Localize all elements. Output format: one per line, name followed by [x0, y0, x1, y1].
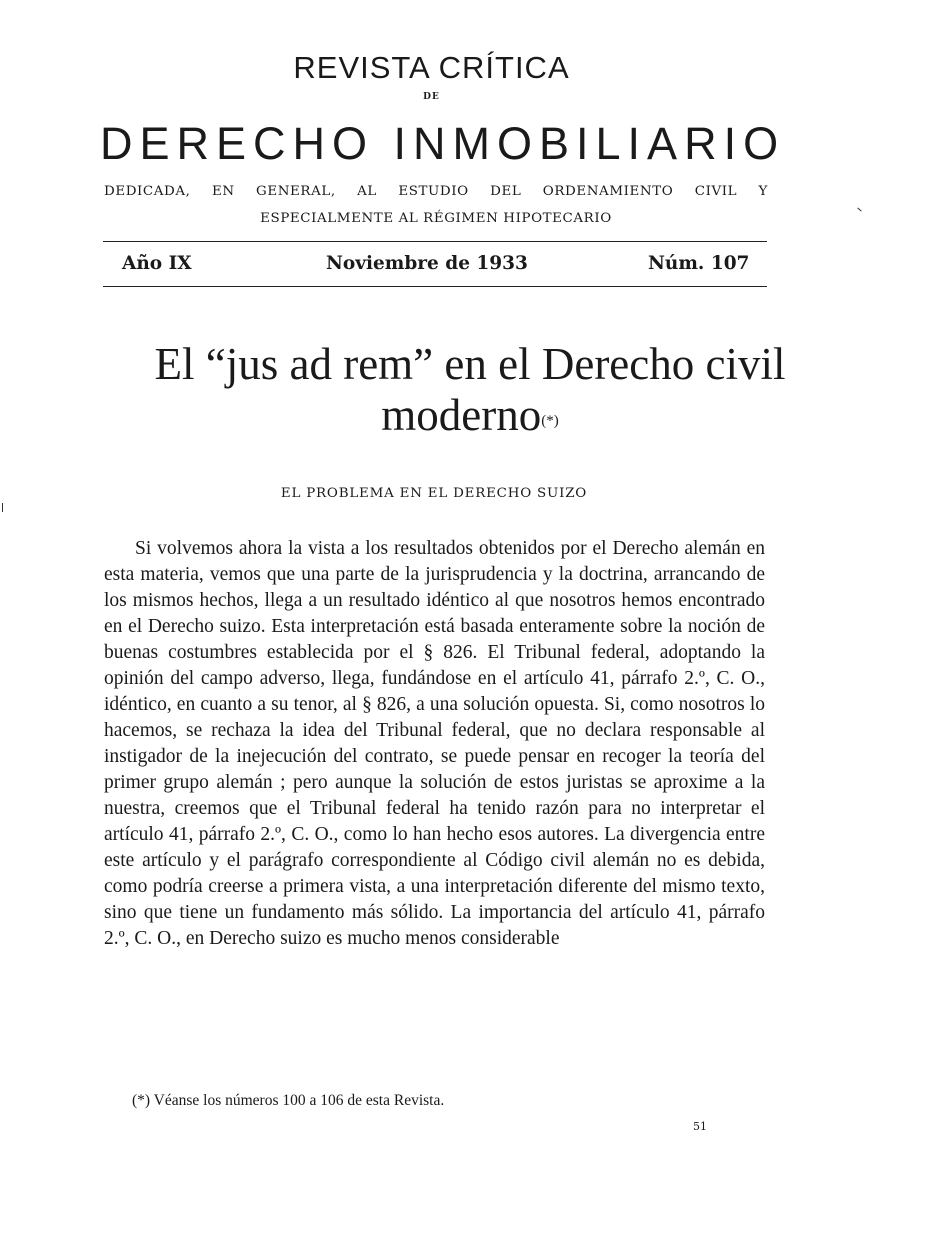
issue-year: Año IX [122, 253, 192, 274]
page-number: 51 [693, 1120, 707, 1133]
article-body: Si volvemos ahora la vista a los resultados obtenidos por el Derecho alemán en esta materia, vemos que una parte de la jurisprudencia y la doctrina, arrancando de los mismos hechos, llega a un resultado idéntico al que nosotros hemos encontrado en el Derecho suizo. Esta interpretación está basada enteramente sobre la noción de buenas costumbres establecida por el § 826. El Tribunal federal, adoptando la opinión del campo adverso, llega, fundándose en el artículo 41, párrafo 2.º, C. O., idéntico, en cuanto a su tenor, al § 826, a una solución opuesta. Si, como nosotros lo hacemos, se rechaza la idea del Tribunal federal, que no declara responsable al instigador de la inejecución del contrato, se puede pensar en recoger la teoría del primer grupo alemán ; pero aunque la solución de estos juristas se aproxime a la nuestra, creemos que el Tribunal federal ha tenido razón para no interpretar el artículo 41, párrafo 2.º, C. O., como lo han hecho esos autores. La divergencia entre este artículo y el parágrafo correspondiente al Código civil alemán no es debida, como podría creerse a primera vista, a una interpretación diferente del mismo texto, sino que tiene un fundamento más sólido. La importancia del artículo 41, párrafo 2.º, C. O., en Derecho suizo es mucho menos considerable [104, 538, 765, 949]
issue-rule-top [103, 241, 767, 242]
section-heading: EL PROBLEMA EN EL DERECHO SUIZO [280, 486, 588, 501]
footnote: (*) Véanse los números 100 a 106 de esta Revista. [132, 1092, 445, 1109]
article-title-text: El “jus ad rem” en el Derecho civil moderno [154, 339, 786, 440]
article-title [80, 339, 860, 441]
scan-speck-mark [857, 208, 861, 212]
issue-number: Núm. 107 [648, 253, 750, 274]
scan-margin-mark [2, 503, 3, 512]
journal-name-top: REVISTA CRÍTICA [293, 50, 570, 85]
article-title-footnote-mark: (*) [541, 413, 559, 429]
journal-title: DERECHO INMOBILIARIO [100, 118, 786, 169]
journal-subtitle: DEDICADA, EN GENERAL, AL ESTUDIO DEL ORDENAMIENTO CIVIL Y ESPECIALMENTE AL RÉGIMEN HIPOTECARIO [104, 184, 768, 226]
issue-rule-bottom [103, 286, 767, 287]
journal-name-connector: DE [423, 92, 440, 102]
issue-date: Noviembre de 1933 [326, 253, 528, 274]
